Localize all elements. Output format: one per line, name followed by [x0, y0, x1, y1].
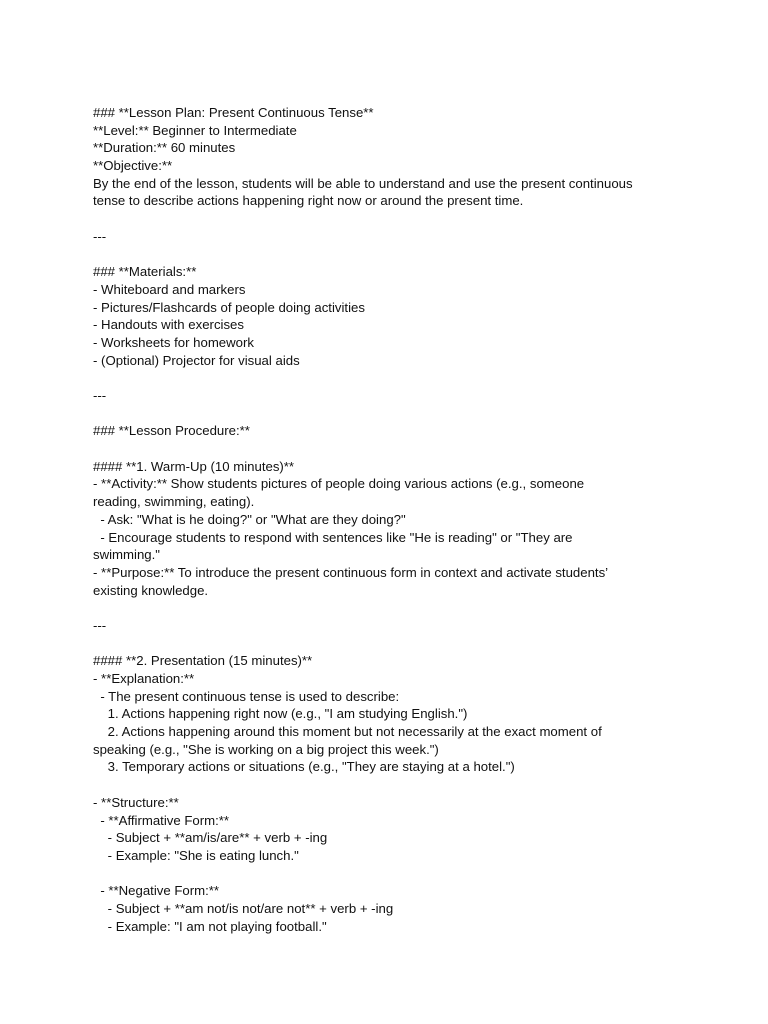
affirmative-form-example: - Example: "She is eating lunch."	[93, 847, 299, 863]
separator: ---	[93, 617, 107, 633]
warm-up-activity: - **Activity:** Show students pictures of people doing various actions (e.g., someone	[93, 476, 585, 492]
blank-line	[93, 210, 693, 228]
lesson-plan-text	[93, 104, 693, 935]
objective-label: **Objective:**	[93, 158, 173, 174]
warm-up-encourage: - Encourage students to respond with sentences like "He is reading" or "They are	[93, 529, 573, 545]
warm-up-ask: - Ask: "What is he doing?" or "What are they doing?"	[93, 511, 406, 527]
duration-line: **Duration:** 60 minutes	[93, 140, 236, 156]
heading-warm-up: #### **1. Warm-Up (10 minutes)**	[93, 458, 295, 474]
blank-line	[93, 865, 693, 883]
blank-line	[93, 635, 693, 653]
heading-lesson-procedure: ### **Lesson Procedure:**	[93, 423, 250, 439]
blank-line	[93, 405, 693, 423]
affirmative-form-rule: - Subject + **am/is/are** + verb + -ing	[93, 830, 328, 846]
blank-line	[93, 246, 693, 264]
structure-label: - **Structure:**	[93, 794, 179, 810]
heading-materials: ### **Materials:**	[93, 264, 197, 280]
negative-form-label: - **Negative Form:**	[93, 883, 220, 899]
heading-lesson-plan: ### **Lesson Plan: Present Continuous Tense**	[93, 105, 374, 120]
explanation-item: 3. Temporary actions or situations (e.g., "They are staying at a hotel.")	[93, 759, 515, 775]
materials-item: - Pictures/Flashcards of people doing activities	[93, 299, 365, 315]
objective-text: By the end of the lesson, students will be able to understand and use the present continuous	[93, 175, 633, 191]
materials-item: - (Optional) Projector for visual aids	[93, 352, 300, 368]
affirmative-form-label: - **Affirmative Form:**	[93, 812, 230, 828]
materials-item: - Whiteboard and markers	[93, 281, 246, 297]
objective-text: tense to describe actions happening right now or around the present time.	[93, 193, 524, 209]
heading-presentation: #### **2. Presentation (15 minutes)**	[93, 653, 313, 669]
separator: ---	[93, 228, 107, 244]
materials-item: - Worksheets for homework	[93, 334, 254, 350]
warm-up-encourage: swimming."	[93, 547, 160, 563]
negative-form-rule: - Subject + **am not/is not/are not** + verb + -ing	[93, 900, 394, 916]
blank-line	[93, 369, 693, 387]
blank-line	[93, 599, 693, 617]
warm-up-activity: reading, swimming, eating).	[93, 494, 255, 510]
explanation-label: - **Explanation:**	[93, 671, 195, 686]
negative-form-example: - Example: "I am not playing football."	[93, 918, 327, 934]
explanation-item: 2. Actions happening around this moment but not necessarily at the exact moment of	[93, 724, 602, 740]
blank-line	[93, 776, 693, 794]
separator: ---	[93, 388, 107, 403]
explanation-item: speaking (e.g., "She is working on a big project this week.")	[93, 741, 439, 757]
explanation-item: 1. Actions happening right now (e.g., "I am studying English.")	[93, 706, 468, 722]
warm-up-purpose: existing knowledge.	[93, 582, 209, 598]
materials-item: - Handouts with exercises	[93, 317, 244, 333]
warm-up-purpose: - **Purpose:** To introduce the present continuous form in context and activate students’	[93, 564, 609, 580]
blank-line	[93, 440, 693, 458]
explanation-intro: - The present continuous tense is used to describe:	[93, 688, 400, 704]
level-line: **Level:** Beginner to Intermediate	[93, 122, 297, 138]
